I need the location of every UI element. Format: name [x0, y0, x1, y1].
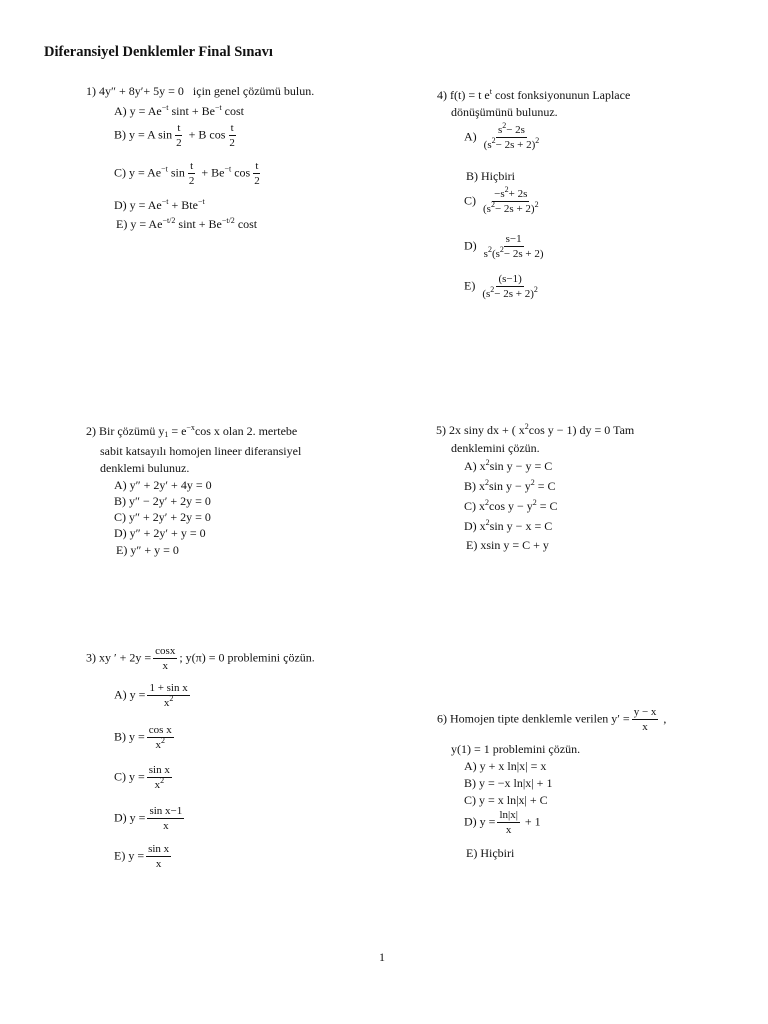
question-5-stem: 5) 2x siny dx + ( $x^2\cos$ y − 1) dy = 0 Tam [436, 422, 635, 437]
q4-option-e[interactable]: E) $\frac{(s-1)}{(s^2- 2s + 2)^2}$ [464, 273, 538, 301]
fraction: $\frac{\text{cos x}}{x^2}$ [148, 724, 172, 752]
q5-option-e[interactable]: E) xsin y = C + y [466, 538, 549, 552]
q2-option-d[interactable]: D) y″ + 2y′ + y = 0 [114, 526, 206, 540]
fraction: $\frac{\text{sin x}}{x^2}$ [148, 764, 170, 792]
q5-option-c[interactable]: C) $x^2\cos$ $y - y^2 = C$ [464, 498, 558, 513]
fraction: $\frac{\text{1 + sin x}}{x^2}$ [149, 682, 188, 710]
q1-equation: 1) 4y″ + 8y′+ 5y = 0 [86, 84, 184, 98]
q1-instruction: için genel çözümü bulun. [192, 84, 315, 98]
q2-option-c[interactable]: C) y″ + 2y′ + 2y = 0 [114, 510, 211, 524]
q6-option-c[interactable]: C) y = x ln|x| + C [464, 793, 548, 807]
q3-option-b[interactable]: B) y = $\frac{\text{cos x}}{x^2}$ [114, 724, 172, 752]
q4-option-a[interactable]: A) $\frac{s^2- 2s}{(s^2- 2s + 2)^2}$ [464, 121, 540, 152]
q4-option-c[interactable]: C) $\frac{-s^2+ 2s}{(s^2- 2s + 2)^2}$ [464, 185, 539, 216]
q3-option-a[interactable]: A) y = $\frac{\text{1 + sin x}}{x^2}$ [114, 682, 188, 710]
q5-option-a[interactable]: A) $x^2\sin$ y − y = C [464, 458, 553, 473]
question-4-stem-line2: dönüşümünü bulunuz. [451, 105, 558, 119]
q1-option-a[interactable]: A) $y = Ae^{-t}$ $\sin t + Be^{-t}$ cost [114, 103, 245, 118]
question-2-stem-line3: denklemi bulunuz. [100, 461, 190, 475]
q3-option-d[interactable]: D) y = $\frac{\text{sin x−1}}{x}$ [114, 805, 183, 833]
fraction: $\frac{t}{2}$ [188, 160, 195, 188]
q1-option-e[interactable]: E) $y = Ae^{-t/2}$ $\sin t + Be^{-t/2}$ cost [116, 216, 258, 231]
fraction: $\frac{s-1}{s^2(s^2- 2s + 2)}$ [483, 233, 544, 261]
question-2-stem: 2) Bir çözümü $y_1 = e^{-x}\cos$ x olan 2. mertebe [86, 423, 298, 439]
question-6-stem-line2: y(1) = 1 problemini çözün. [451, 742, 581, 756]
q1-option-c[interactable]: C) $y = Ae^{-t}$ sin $\frac{t}{2}$ + $Be^{-t}$ cos $\frac{t}{2}$ [114, 160, 260, 188]
q1-option-b[interactable]: B) y = A sin $\frac{t}{2}$ + B cos $\frac{t}{2}$ [114, 122, 235, 150]
fraction: $\frac{\text{sin x−1}}{x}$ [149, 805, 183, 833]
exam-title: Diferansiyel Denklemler Final Sınavı [44, 44, 273, 60]
q5-option-d[interactable]: D) $x^2\sin$ y − x = C [464, 518, 553, 533]
question-5-stem-line2: denklemini çözün. [451, 441, 540, 455]
q5-option-b[interactable]: B) $x^2\sin$ $y - y^2 = C$ [464, 478, 556, 493]
q3-option-e[interactable]: E) y = $\frac{\text{sin x}}{x}$ [114, 843, 170, 871]
q3-option-c[interactable]: C) y = $\frac{\text{sin x}}{x^2}$ [114, 764, 170, 792]
fraction: $\frac{t}{2}$ [229, 122, 235, 150]
question-2-stem-line2: sabit katsayılı homojen lineer diferansiyel [100, 444, 302, 458]
q1-option-d[interactable]: D) $y = Ae^{-t} + Bte^{-t}$ [114, 197, 205, 212]
question-1-stem [86, 84, 314, 99]
q6-option-e[interactable]: E) Hiçbiri [466, 846, 515, 860]
q4-option-b[interactable]: B) Hiçbiri [466, 169, 515, 183]
fraction: $\frac{(s-1)}{(s^2- 2s + 2)^2}$ [482, 273, 538, 301]
q2-option-a[interactable]: A) y″ + 2y′ + 4y = 0 [114, 478, 212, 492]
q6-option-a[interactable]: A) y + x ln|x| = x [464, 759, 547, 773]
fraction: $\frac{t}{2}$ [176, 122, 182, 150]
q2-option-e[interactable]: E) y″ + y = 0 [116, 543, 179, 557]
fraction: $\frac{-s^2+ 2s}{(s^2- 2s + 2)^2}$ [483, 185, 539, 216]
page-number: 1 [379, 950, 385, 964]
question-4-stem: 4) f(t) = t $e^t$ cost fonksiyonunun Laplace [437, 87, 631, 102]
q6-option-d[interactable]: D) y = $\frac{\ln|x|}{x}$ + 1 [464, 809, 541, 837]
q2-option-b[interactable]: B) y″ − 2y′ + 2y = 0 [114, 494, 211, 508]
question-6-stem: 6) Homojen tipte denklemle verilen y′ = $\frac{y - x}{x}$ , [437, 706, 667, 734]
question-3-stem: 3) xy ′ + 2y = $\frac{\cos x}{x}$ ; y(π) = 0 problemini çözün. [86, 645, 315, 673]
q6-option-b[interactable]: B) y = −x ln|x| + 1 [464, 776, 553, 790]
fraction: $\frac{\text{sin x}}{x}$ [148, 843, 170, 871]
fraction: $\frac{\cos x}{x}$ [155, 645, 176, 673]
fraction: $\frac{s^2- 2s}{(s^2- 2s + 2)^2}$ [483, 121, 540, 152]
fraction: $\frac{\ln|x|}{x}$ [499, 809, 518, 837]
fraction: $\frac{y - x}{x}$ [633, 706, 657, 734]
fraction: $\frac{t}{2}$ [254, 160, 260, 188]
q4-option-d[interactable]: D) $\frac{s-1}{s^2(s^2- 2s + 2)}$ [464, 233, 544, 261]
